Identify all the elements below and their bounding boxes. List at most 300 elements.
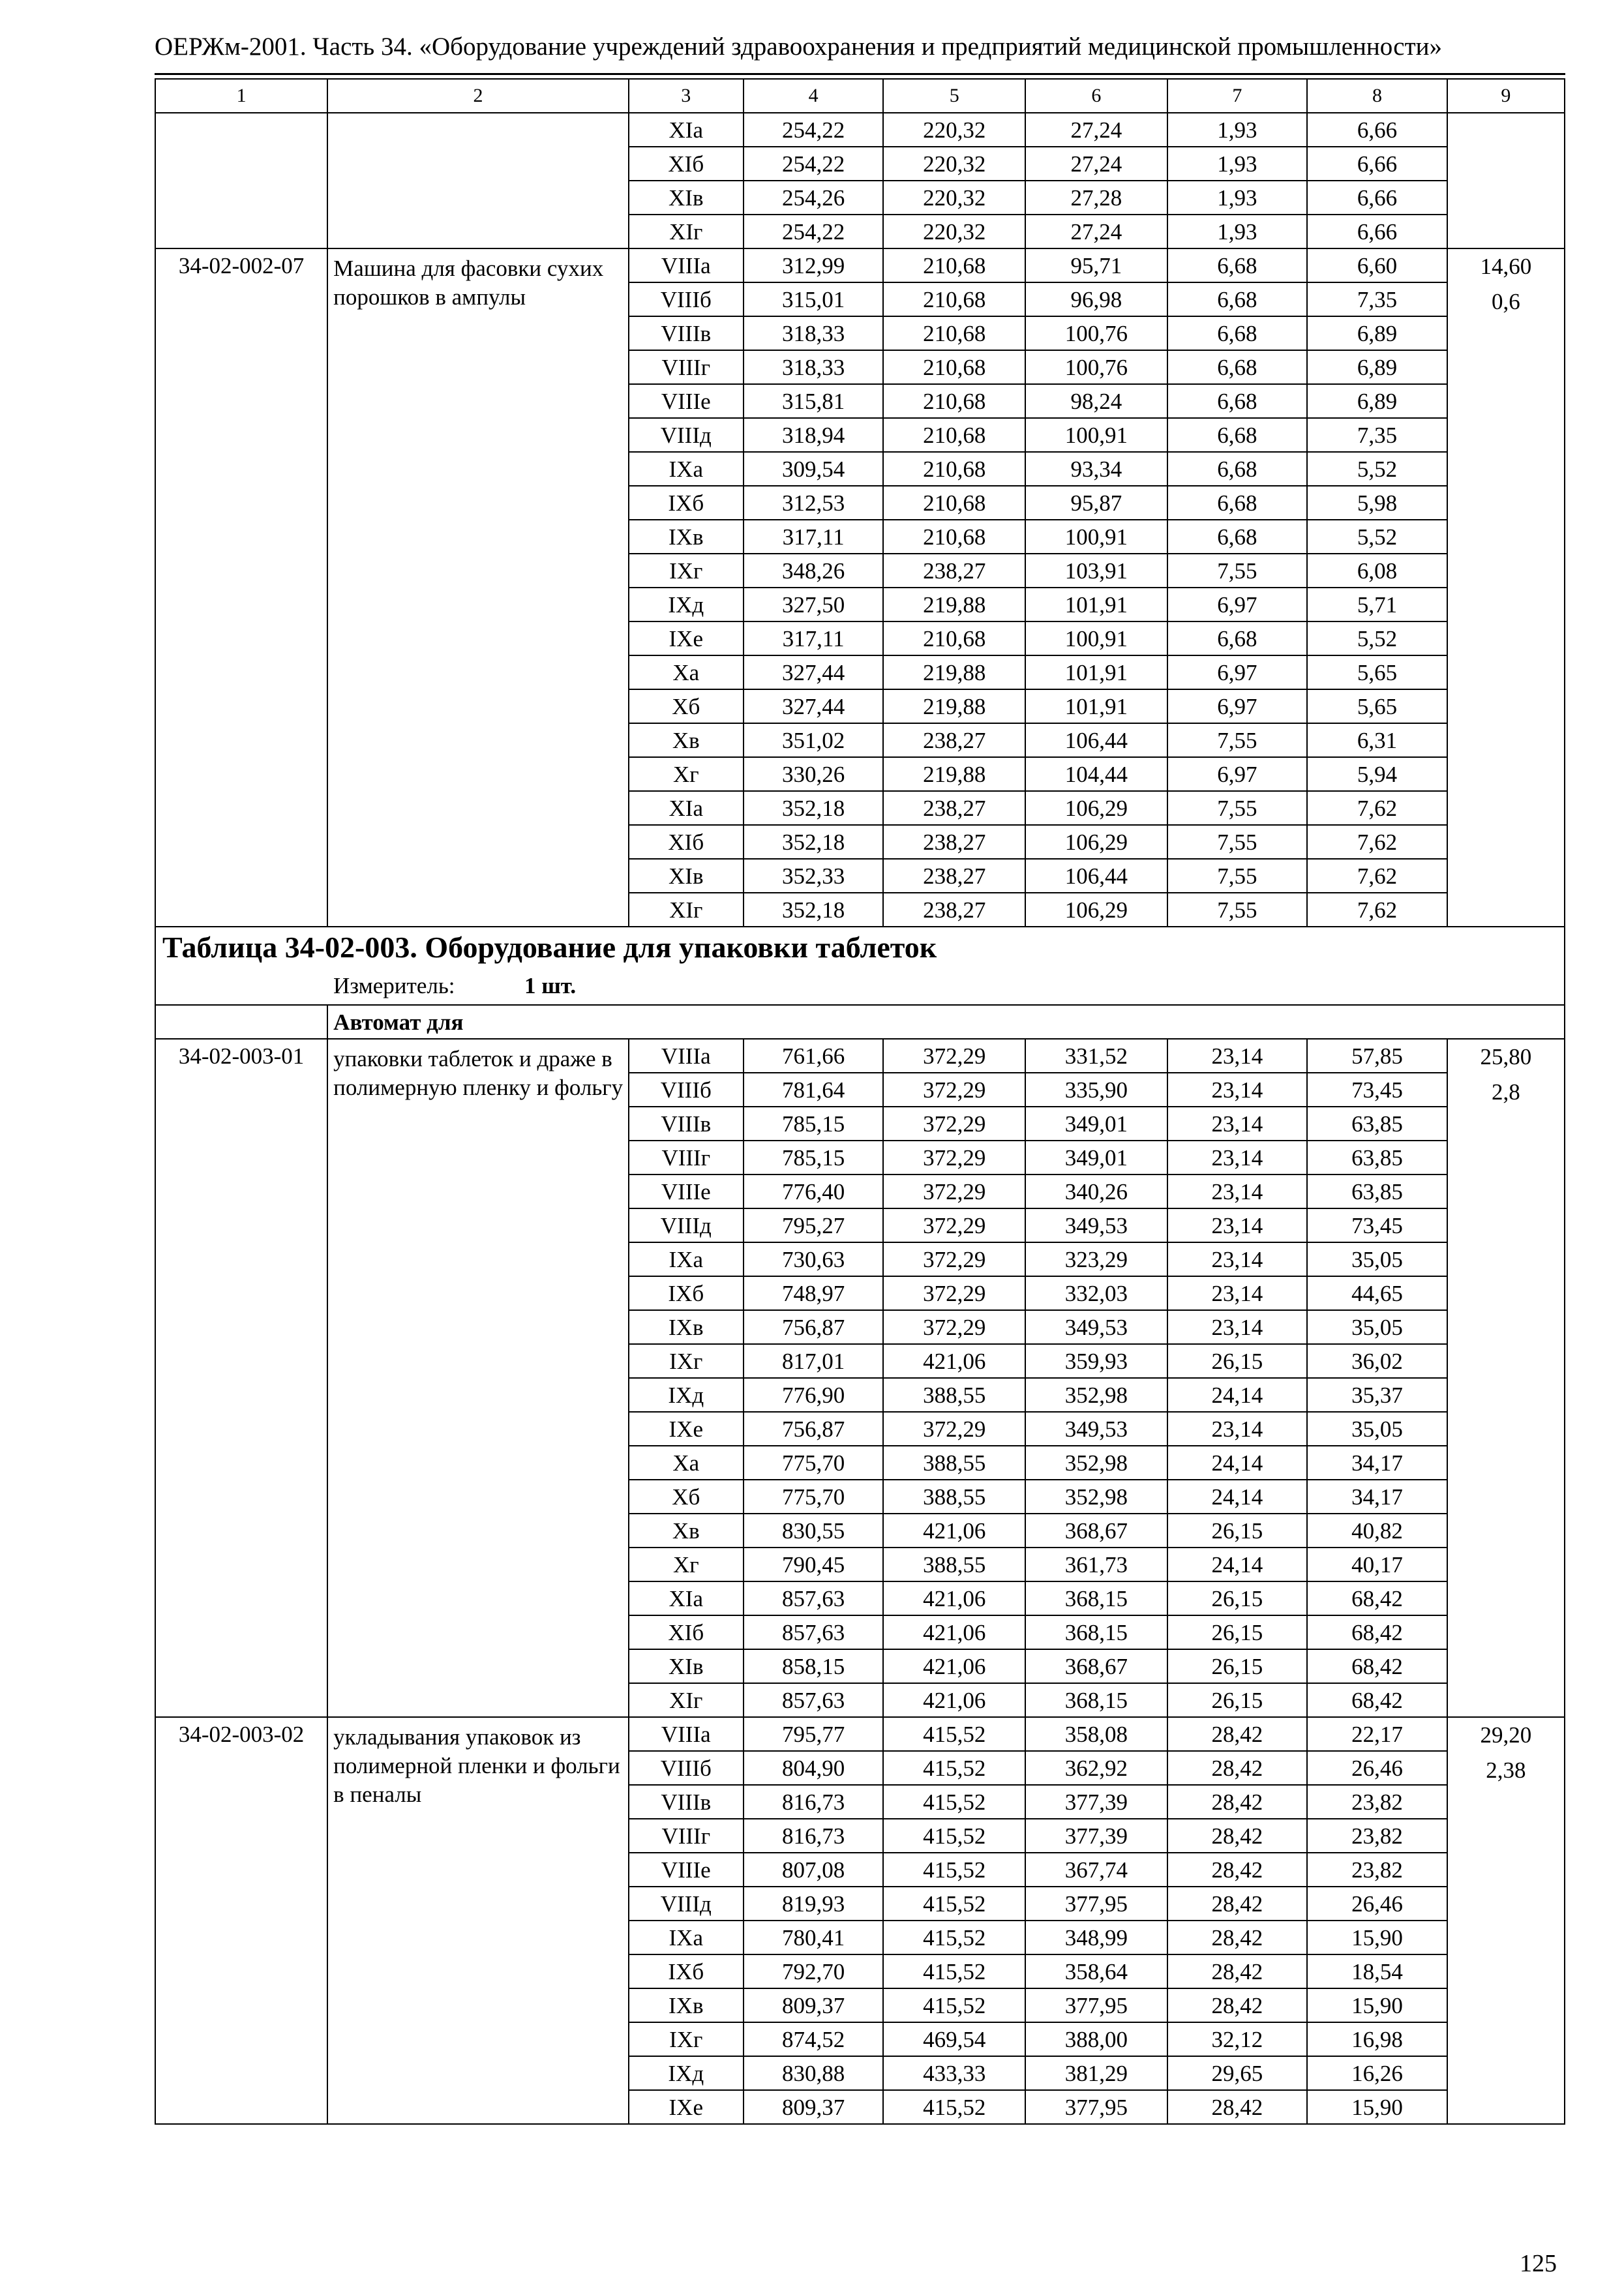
price-zone: XIа — [629, 1581, 744, 1615]
price-zone: VIIIд — [629, 418, 744, 452]
value-cell: 858,15 — [744, 1649, 884, 1683]
value-cell: 830,88 — [744, 2056, 884, 2090]
value-cell: 29,65 — [1167, 2056, 1308, 2090]
price-zone: VIIIа — [629, 1717, 744, 1751]
value-cell: 6,97 — [1167, 588, 1308, 621]
value-cell: 776,90 — [744, 1378, 884, 1412]
value-cell: 28,42 — [1167, 1988, 1308, 2022]
price-zone: Xв — [629, 1514, 744, 1548]
price-zone: IXа — [629, 1921, 744, 1954]
value-cell: 7,55 — [1167, 893, 1308, 927]
value-cell: 63,85 — [1307, 1107, 1447, 1141]
price-zone: VIIIг — [629, 1819, 744, 1853]
value-cell: 26,46 — [1307, 1887, 1447, 1921]
value-cell: 6,68 — [1167, 452, 1308, 486]
value-cell: 781,64 — [744, 1073, 884, 1107]
value-cell: 7,35 — [1307, 282, 1447, 316]
value-cell: 795,27 — [744, 1208, 884, 1242]
value-cell: 1,93 — [1167, 181, 1308, 215]
value-cell: 775,70 — [744, 1446, 884, 1480]
price-zone: IXе — [629, 1412, 744, 1446]
value-cell: 377,95 — [1025, 1887, 1167, 1921]
value-cell: 101,91 — [1025, 655, 1167, 689]
price-zone: XIг — [629, 893, 744, 927]
value-cell: 415,52 — [883, 1751, 1025, 1785]
value-cell: 210,68 — [883, 384, 1025, 418]
value-cell: 27,28 — [1025, 181, 1167, 215]
value-cell: 23,14 — [1167, 1174, 1308, 1208]
value-cell: 804,90 — [744, 1751, 884, 1785]
value-cell: 469,54 — [883, 2022, 1025, 2056]
value-cell: 358,08 — [1025, 1717, 1167, 1751]
value-cell: 433,33 — [883, 2056, 1025, 2090]
value-cell: 238,27 — [883, 723, 1025, 757]
value-cell: 381,29 — [1025, 2056, 1167, 2090]
unit-label: Измеритель: — [333, 973, 455, 998]
value-cell: 95,87 — [1025, 486, 1167, 520]
value-cell: 792,70 — [744, 1954, 884, 1988]
rate-code: 34-02-003-01 — [155, 1039, 327, 1717]
value-cell: 26,15 — [1167, 1581, 1308, 1615]
value-cell: 254,22 — [744, 215, 884, 248]
column-9-value: 2,38 — [1486, 1758, 1526, 1783]
value-cell: 7,55 — [1167, 723, 1308, 757]
value-cell: 27,24 — [1025, 215, 1167, 248]
value-cell: 34,17 — [1307, 1480, 1447, 1514]
price-zone: VIIIг — [629, 350, 744, 384]
value-cell: 210,68 — [883, 452, 1025, 486]
value-cell: 857,63 — [744, 1581, 884, 1615]
value-cell: 24,14 — [1167, 1446, 1308, 1480]
column-9-value: 14,60 — [1480, 254, 1532, 279]
price-zone: VIIIа — [629, 248, 744, 282]
value-cell: 104,44 — [1025, 757, 1167, 791]
column-9-values — [1447, 1717, 1565, 2124]
column-number: 4 — [744, 79, 884, 113]
value-cell: 6,68 — [1167, 316, 1308, 350]
value-cell: 238,27 — [883, 825, 1025, 859]
value-cell: 35,05 — [1307, 1242, 1447, 1276]
value-cell: 415,52 — [883, 1988, 1025, 2022]
value-cell: 1,93 — [1167, 147, 1308, 181]
value-cell: 23,14 — [1167, 1242, 1308, 1276]
value-cell: 756,87 — [744, 1310, 884, 1344]
column-number: 7 — [1167, 79, 1308, 113]
value-cell: 388,55 — [883, 1548, 1025, 1581]
value-cell: 6,68 — [1167, 282, 1308, 316]
value-cell: 36,02 — [1307, 1344, 1447, 1378]
value-cell: 756,87 — [744, 1412, 884, 1446]
value-cell: 63,85 — [1307, 1141, 1447, 1174]
value-cell: 254,22 — [744, 113, 884, 147]
value-cell: 809,37 — [744, 1988, 884, 2022]
value-cell: 7,62 — [1307, 859, 1447, 893]
rate-name: укладывания упаковок из полимерной пленки и фольги в пеналы — [327, 1717, 629, 2124]
value-cell: 238,27 — [883, 791, 1025, 825]
value-cell: 327,50 — [744, 588, 884, 621]
price-zone: XIб — [629, 825, 744, 859]
value-cell: 415,52 — [883, 2090, 1025, 2124]
price-zone: XIб — [629, 147, 744, 181]
value-cell: 23,14 — [1167, 1208, 1308, 1242]
value-cell: 318,33 — [744, 350, 884, 384]
value-cell: 421,06 — [883, 1615, 1025, 1649]
column-9-value: 25,80 — [1480, 1044, 1532, 1070]
column-number: 3 — [629, 79, 744, 113]
value-cell: 106,44 — [1025, 859, 1167, 893]
price-zone: IXг — [629, 1344, 744, 1378]
column-9-value: 2,8 — [1492, 1079, 1520, 1105]
value-cell: 73,45 — [1307, 1073, 1447, 1107]
value-cell: 210,68 — [883, 248, 1025, 282]
value-cell: 372,29 — [883, 1208, 1025, 1242]
value-cell: 421,06 — [883, 1514, 1025, 1548]
value-cell: 100,91 — [1025, 520, 1167, 554]
price-zone: XIа — [629, 113, 744, 147]
value-cell: 348,99 — [1025, 1921, 1167, 1954]
value-cell: 26,15 — [1167, 1344, 1308, 1378]
column-number: 1 — [155, 79, 327, 113]
price-zone: XIб — [629, 1615, 744, 1649]
value-cell: 238,27 — [883, 893, 1025, 927]
price-zone: IXд — [629, 588, 744, 621]
value-cell: 372,29 — [883, 1412, 1025, 1446]
value-cell: 377,39 — [1025, 1819, 1167, 1853]
value-cell: 98,24 — [1025, 384, 1167, 418]
value-cell: 857,63 — [744, 1615, 884, 1649]
value-cell: 368,15 — [1025, 1615, 1167, 1649]
value-cell: 318,94 — [744, 418, 884, 452]
value-cell: 219,88 — [883, 655, 1025, 689]
column-number-row — [155, 79, 1565, 113]
value-cell: 26,15 — [1167, 1615, 1308, 1649]
price-zone: VIIIд — [629, 1208, 744, 1242]
value-cell: 18,54 — [1307, 1954, 1447, 1988]
value-cell: 349,53 — [1025, 1208, 1167, 1242]
column-9-values — [1447, 1039, 1565, 1717]
value-cell: 335,90 — [1025, 1073, 1167, 1107]
price-zone: Xб — [629, 689, 744, 723]
column-9-value: 29,20 — [1480, 1722, 1532, 1748]
value-cell: 330,26 — [744, 757, 884, 791]
value-cell: 28,42 — [1167, 2090, 1308, 2124]
price-zone: IXе — [629, 621, 744, 655]
value-cell: 377,95 — [1025, 2090, 1167, 2124]
value-cell: 68,42 — [1307, 1649, 1447, 1683]
value-cell: 15,90 — [1307, 1921, 1447, 1954]
value-cell: 101,91 — [1025, 689, 1167, 723]
value-cell: 352,98 — [1025, 1446, 1167, 1480]
value-cell: 23,14 — [1167, 1141, 1308, 1174]
value-cell: 6,97 — [1167, 689, 1308, 723]
value-cell: 352,98 — [1025, 1480, 1167, 1514]
value-cell: 730,63 — [744, 1242, 884, 1276]
value-cell: 28,42 — [1167, 1954, 1308, 1988]
group-header-label: Автомат для — [327, 1005, 1565, 1039]
value-cell: 6,68 — [1167, 520, 1308, 554]
value-cell: 368,67 — [1025, 1514, 1167, 1548]
value-cell: 15,90 — [1307, 2090, 1447, 2124]
price-zone: Xб — [629, 1480, 744, 1514]
running-header-title: ОЕРЖм-2001. Часть 34. «Оборудование учреждений здравоохранения и предприятий медицинской промышленности» — [155, 33, 1442, 61]
value-cell: 372,29 — [883, 1174, 1025, 1208]
value-cell: 785,15 — [744, 1107, 884, 1141]
value-cell: 23,14 — [1167, 1039, 1308, 1073]
column-9-values — [1447, 113, 1565, 248]
value-cell: 95,71 — [1025, 248, 1167, 282]
value-cell: 93,34 — [1025, 452, 1167, 486]
value-cell: 100,91 — [1025, 621, 1167, 655]
price-zone: IXв — [629, 1310, 744, 1344]
value-cell: 28,42 — [1167, 1853, 1308, 1887]
value-cell: 368,15 — [1025, 1683, 1167, 1717]
value-cell: 809,37 — [744, 2090, 884, 2124]
value-cell: 1,93 — [1167, 215, 1308, 248]
value-cell: 362,92 — [1025, 1751, 1167, 1785]
value-cell: 318,33 — [744, 316, 884, 350]
value-cell: 16,98 — [1307, 2022, 1447, 2056]
value-cell: 7,55 — [1167, 859, 1308, 893]
value-cell: 415,52 — [883, 1887, 1025, 1921]
value-cell: 785,15 — [744, 1141, 884, 1174]
price-zone: IXб — [629, 486, 744, 520]
value-cell: 220,32 — [883, 181, 1025, 215]
value-cell: 368,67 — [1025, 1649, 1167, 1683]
column-number: 2 — [327, 79, 629, 113]
price-zone: IXд — [629, 2056, 744, 2090]
value-cell: 315,01 — [744, 282, 884, 316]
price-zone: IXд — [629, 1378, 744, 1412]
value-cell: 7,62 — [1307, 893, 1447, 927]
value-cell: 372,29 — [883, 1073, 1025, 1107]
value-cell: 6,68 — [1167, 350, 1308, 384]
value-cell: 28,42 — [1167, 1921, 1308, 1954]
table-row — [155, 248, 1565, 282]
value-cell: 24,14 — [1167, 1480, 1308, 1514]
value-cell: 5,65 — [1307, 689, 1447, 723]
value-cell: 6,89 — [1307, 350, 1447, 384]
value-cell: 415,52 — [883, 1954, 1025, 1988]
value-cell: 7,62 — [1307, 825, 1447, 859]
value-cell: 101,91 — [1025, 588, 1167, 621]
value-cell: 312,99 — [744, 248, 884, 282]
price-zone: IXг — [629, 2022, 744, 2056]
value-cell: 415,52 — [883, 1785, 1025, 1819]
value-cell: 27,24 — [1025, 147, 1167, 181]
value-cell: 35,05 — [1307, 1310, 1447, 1344]
price-zone: VIIIд — [629, 1887, 744, 1921]
value-cell: 34,17 — [1307, 1446, 1447, 1480]
price-zone: XIг — [629, 215, 744, 248]
value-cell: 352,33 — [744, 859, 884, 893]
value-cell: 5,52 — [1307, 621, 1447, 655]
value-cell: 210,68 — [883, 316, 1025, 350]
value-cell: 775,70 — [744, 1480, 884, 1514]
value-cell: 7,55 — [1167, 554, 1308, 588]
value-cell: 348,26 — [744, 554, 884, 588]
value-cell: 388,55 — [883, 1480, 1025, 1514]
value-cell: 790,45 — [744, 1548, 884, 1581]
value-cell: 372,29 — [883, 1141, 1025, 1174]
value-cell: 7,35 — [1307, 418, 1447, 452]
value-cell: 6,08 — [1307, 554, 1447, 588]
value-cell: 220,32 — [883, 113, 1025, 147]
value-cell: 359,93 — [1025, 1344, 1167, 1378]
value-cell: 857,63 — [744, 1683, 884, 1717]
value-cell: 6,66 — [1307, 147, 1447, 181]
value-cell: 372,29 — [883, 1107, 1025, 1141]
value-cell: 6,60 — [1307, 248, 1447, 282]
price-zone: IXб — [629, 1276, 744, 1310]
value-cell: 6,68 — [1167, 486, 1308, 520]
value-cell: 352,18 — [744, 893, 884, 927]
value-cell: 5,65 — [1307, 655, 1447, 689]
value-cell: 6,31 — [1307, 723, 1447, 757]
price-zone: VIIIа — [629, 1039, 744, 1073]
value-cell: 377,95 — [1025, 1988, 1167, 2022]
value-cell: 23,82 — [1307, 1853, 1447, 1887]
value-cell: 100,76 — [1025, 316, 1167, 350]
value-cell: 6,66 — [1307, 181, 1447, 215]
value-cell: 421,06 — [883, 1344, 1025, 1378]
value-cell: 761,66 — [744, 1039, 884, 1073]
price-zone: IXе — [629, 2090, 744, 2124]
price-zone: Xг — [629, 757, 744, 791]
value-cell: 817,01 — [744, 1344, 884, 1378]
value-cell: 26,15 — [1167, 1649, 1308, 1683]
price-zone: Xг — [629, 1548, 744, 1581]
value-cell: 28,42 — [1167, 1785, 1308, 1819]
value-cell: 106,44 — [1025, 723, 1167, 757]
price-zone: IXб — [629, 1954, 744, 1988]
value-cell: 388,55 — [883, 1378, 1025, 1412]
value-cell: 219,88 — [883, 588, 1025, 621]
group-header-row — [155, 1005, 1565, 1039]
value-cell: 5,98 — [1307, 486, 1447, 520]
value-cell: 32,12 — [1167, 2022, 1308, 2056]
value-cell: 44,65 — [1307, 1276, 1447, 1310]
value-cell: 23,14 — [1167, 1276, 1308, 1310]
value-cell: 210,68 — [883, 621, 1025, 655]
value-cell: 5,94 — [1307, 757, 1447, 791]
price-zone: VIIIб — [629, 282, 744, 316]
price-zone: VIIIе — [629, 1853, 744, 1887]
value-cell: 816,73 — [744, 1819, 884, 1853]
price-zone: IXа — [629, 452, 744, 486]
value-cell: 349,01 — [1025, 1107, 1167, 1141]
page-number: 125 — [1520, 2250, 1557, 2277]
value-cell: 795,77 — [744, 1717, 884, 1751]
value-cell: 40,82 — [1307, 1514, 1447, 1548]
value-cell: 361,73 — [1025, 1548, 1167, 1581]
value-cell: 317,11 — [744, 621, 884, 655]
rate-code — [155, 113, 327, 248]
value-cell: 816,73 — [744, 1785, 884, 1819]
column-number: 6 — [1025, 79, 1167, 113]
value-cell: 106,29 — [1025, 893, 1167, 927]
rate-name: Машина для фасовки сухих порошков в ампулы — [327, 248, 629, 927]
value-cell: 748,97 — [744, 1276, 884, 1310]
value-cell: 340,26 — [1025, 1174, 1167, 1208]
value-cell: 23,82 — [1307, 1785, 1447, 1819]
price-zone: Xа — [629, 1446, 744, 1480]
price-zone: Xа — [629, 655, 744, 689]
group-header-empty — [155, 1005, 327, 1039]
value-cell: 6,66 — [1307, 113, 1447, 147]
column-9-value: 0,6 — [1492, 289, 1520, 314]
value-cell: 16,26 — [1307, 2056, 1447, 2090]
value-cell: 23,14 — [1167, 1310, 1308, 1344]
value-cell: 331,52 — [1025, 1039, 1167, 1073]
value-cell: 351,02 — [744, 723, 884, 757]
value-cell: 5,52 — [1307, 452, 1447, 486]
header-rule — [155, 73, 1565, 75]
value-cell: 372,29 — [883, 1242, 1025, 1276]
value-cell: 415,52 — [883, 1921, 1025, 1954]
rates-table-body — [155, 79, 1565, 2124]
column-number: 8 — [1307, 79, 1447, 113]
value-cell: 219,88 — [883, 757, 1025, 791]
value-cell: 210,68 — [883, 282, 1025, 316]
value-cell: 100,76 — [1025, 350, 1167, 384]
value-cell: 5,52 — [1307, 520, 1447, 554]
value-cell: 312,53 — [744, 486, 884, 520]
value-cell: 22,17 — [1307, 1717, 1447, 1751]
value-cell: 63,85 — [1307, 1174, 1447, 1208]
price-zone: IXа — [629, 1242, 744, 1276]
value-cell: 35,37 — [1307, 1378, 1447, 1412]
value-cell: 349,53 — [1025, 1310, 1167, 1344]
value-cell: 874,52 — [744, 2022, 884, 2056]
value-cell: 421,06 — [883, 1683, 1025, 1717]
value-cell: 73,45 — [1307, 1208, 1447, 1242]
price-zone: IXв — [629, 1988, 744, 2022]
value-cell: 6,97 — [1167, 757, 1308, 791]
value-cell: 106,29 — [1025, 825, 1167, 859]
rate-code: 34-02-002-07 — [155, 248, 327, 927]
value-cell: 7,62 — [1307, 791, 1447, 825]
price-zone: VIIIб — [629, 1751, 744, 1785]
value-cell: 377,39 — [1025, 1785, 1167, 1819]
value-cell: 28,42 — [1167, 1819, 1308, 1853]
value-cell: 352,18 — [744, 825, 884, 859]
value-cell: 96,98 — [1025, 282, 1167, 316]
value-cell: 23,82 — [1307, 1819, 1447, 1853]
value-cell: 254,26 — [744, 181, 884, 215]
value-cell: 421,06 — [883, 1581, 1025, 1615]
value-cell: 415,52 — [883, 1853, 1025, 1887]
value-cell: 24,14 — [1167, 1378, 1308, 1412]
value-cell: 7,55 — [1167, 791, 1308, 825]
value-cell: 68,42 — [1307, 1615, 1447, 1649]
table-row — [155, 1717, 1565, 1751]
value-cell: 28,42 — [1167, 1717, 1308, 1751]
value-cell: 220,32 — [883, 147, 1025, 181]
value-cell: 309,54 — [744, 452, 884, 486]
table-row — [155, 1039, 1565, 1073]
value-cell: 372,29 — [883, 1310, 1025, 1344]
value-cell: 24,14 — [1167, 1548, 1308, 1581]
value-cell: 23,14 — [1167, 1107, 1308, 1141]
value-cell: 210,68 — [883, 350, 1025, 384]
price-zone: VIIIг — [629, 1141, 744, 1174]
value-cell: 6,68 — [1167, 621, 1308, 655]
value-cell: 368,15 — [1025, 1581, 1167, 1615]
value-cell: 103,91 — [1025, 554, 1167, 588]
value-cell: 415,52 — [883, 1819, 1025, 1853]
value-cell: 327,44 — [744, 655, 884, 689]
value-cell: 819,93 — [744, 1887, 884, 1921]
